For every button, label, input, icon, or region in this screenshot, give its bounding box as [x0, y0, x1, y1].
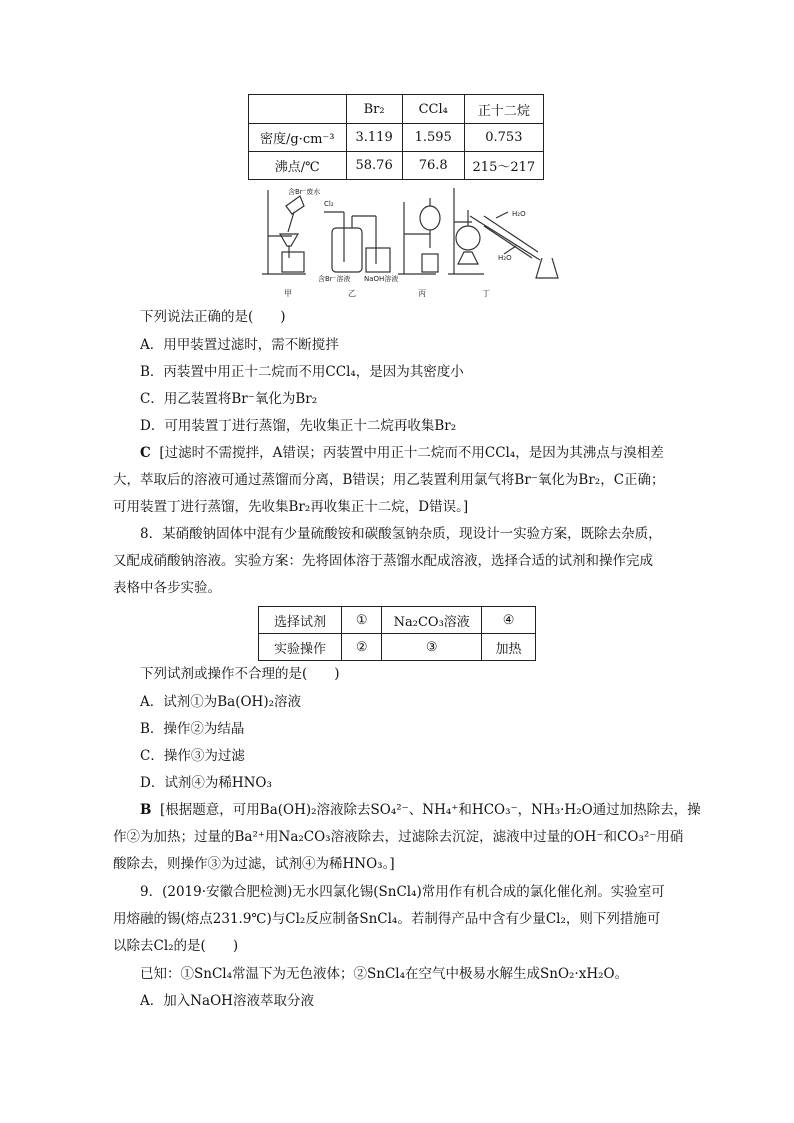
table-cell: 76.8	[402, 152, 464, 180]
table-cell: 密度/g·cm⁻³	[249, 124, 347, 152]
table-cell: 沸点/℃	[249, 152, 347, 180]
q9-line-2: 用熔融的锡(熔点231.9℃)与Cl₂反应制备SnCl₄。若制得产品中含有少量Cl₂，则下列措施可	[113, 911, 661, 927]
q8-explanation-2: 作②为加热；过量的Ba²⁺用Na₂CO₃溶液除去，过滤除去沉淀，滤液中过量的OH⁻和CO₃²⁻用硝	[113, 829, 684, 845]
label-bing: 丙	[418, 289, 426, 298]
q9-known: 已知：①SnCl₄常温下为无色液体；②SnCl₄在空气中极易水解生成SnO₂·xH₂O。	[140, 966, 629, 982]
table-cell: 选择试剂	[259, 607, 342, 634]
q8-option-a: A．试剂①为Ba(OH)₂溶液	[140, 694, 302, 710]
table-header-cell: 正十二烷	[464, 95, 543, 124]
table-cell: ③	[382, 634, 482, 661]
q7-explanation-2: 大，萃取后的溶液可通过蒸馏而分离，B错误；用乙装置利用氯气将Br⁻氧化为Br₂，C正确；	[113, 472, 665, 488]
q7-option-c: C．用乙装置将Br⁻氧化为Br₂	[140, 391, 318, 407]
note-water-out: H₂O	[512, 210, 526, 218]
table-cell: Na₂CO₃溶液	[382, 607, 482, 634]
q8-option-d: D．试剂④为稀HNO₃	[140, 775, 272, 791]
table-cell: ②	[342, 634, 382, 661]
apparatus-illustration	[258, 182, 568, 300]
note-water-in: H₂O	[498, 254, 512, 262]
q7-explanation-line	[140, 443, 664, 463]
q7-explanation: [过滤时不需搅拌，A错误；丙装置中用正十二烷而不用CCl₄，是因为其沸点与溴相差	[159, 445, 664, 461]
table-cell: 215～217	[464, 152, 543, 180]
note-naoh: NaOH溶液	[364, 275, 399, 283]
note-chlorine: Cl₂	[324, 200, 334, 208]
reagent-table	[258, 606, 536, 661]
table-header-cell: Br₂	[346, 95, 402, 124]
note-wastewater: 含Br⁻废水	[288, 188, 321, 196]
table-cell: ①	[342, 607, 382, 634]
table-cell: 加热	[482, 634, 536, 661]
q8-option-c: C．操作③为过滤	[140, 748, 245, 764]
q8-explanation-3: 酸除去，则操作③为过滤，试剂④为稀HNO₃。]	[113, 856, 395, 872]
q7-option-d: D．可用装置丁进行蒸馏，先收集正十二烷再收集Br₂	[140, 418, 457, 434]
table-cell: ④	[482, 607, 536, 634]
q8-stem: 下列试剂或操作不合理的是( )	[140, 666, 340, 682]
q9-line-1: 9．(2019·安徽合肥检测)无水四氯化锡(SnCl₄)常用作有机合成的氯化催化剂。实验室可	[140, 884, 665, 900]
q7-answer: C	[140, 445, 151, 461]
q7-option-a: A．用甲装置过滤时，需不断搅拌	[140, 337, 339, 353]
table-cell: 实验操作	[259, 634, 342, 661]
q9-option-a: A．加入NaOH溶液萃取分液	[140, 993, 314, 1009]
table-cell: 1.595	[402, 124, 464, 152]
q9-line-3: 以除去Cl₂的是( )	[113, 938, 239, 954]
q8-explanation-line	[140, 800, 701, 820]
table-cell: 0.753	[464, 124, 543, 152]
q8-option-b: B．操作②为结晶	[140, 721, 245, 737]
table-header-cell	[249, 95, 347, 124]
q7-option-b: B．丙装置中用正十二烷而不用CCl₄，是因为其密度小	[140, 364, 464, 380]
q8-line-2: 又配成硝酸钠溶液。实验方案：先将固体溶于蒸馏水配成溶液，选择合适的试剂和操作完成	[113, 553, 653, 569]
q8-answer: B	[140, 802, 152, 818]
label-ding: 丁	[482, 289, 490, 298]
label-jia: 甲	[284, 289, 292, 298]
q8-explanation: [根据题意，可用Ba(OH)₂溶液除去SO₄²⁻、NH₄⁺和HCO₃⁻，NH₃·H₂O通过加热除去，操	[160, 802, 701, 818]
q7-explanation-3: 可用装置丁进行蒸馏，先收集Br₂再收集正十二烷，D错误。]	[113, 499, 469, 515]
q7-stem: 下列说法正确的是( )	[140, 309, 286, 325]
q8-line-1: 8．某硝酸钠固体中混有少量硫酸铵和碳酸氢钠杂质，现设计一实验方案，既除去杂质，	[140, 526, 662, 542]
note-br-solution: 含Br⁻溶液	[318, 275, 351, 283]
q8-line-3: 表格中各步实验。	[113, 580, 221, 596]
properties-table	[248, 94, 544, 180]
table-header-cell: CCl₄	[402, 95, 464, 124]
table-cell: 58.76	[346, 152, 402, 180]
table-cell: 3.119	[346, 124, 402, 152]
label-yi: 乙	[348, 289, 356, 298]
